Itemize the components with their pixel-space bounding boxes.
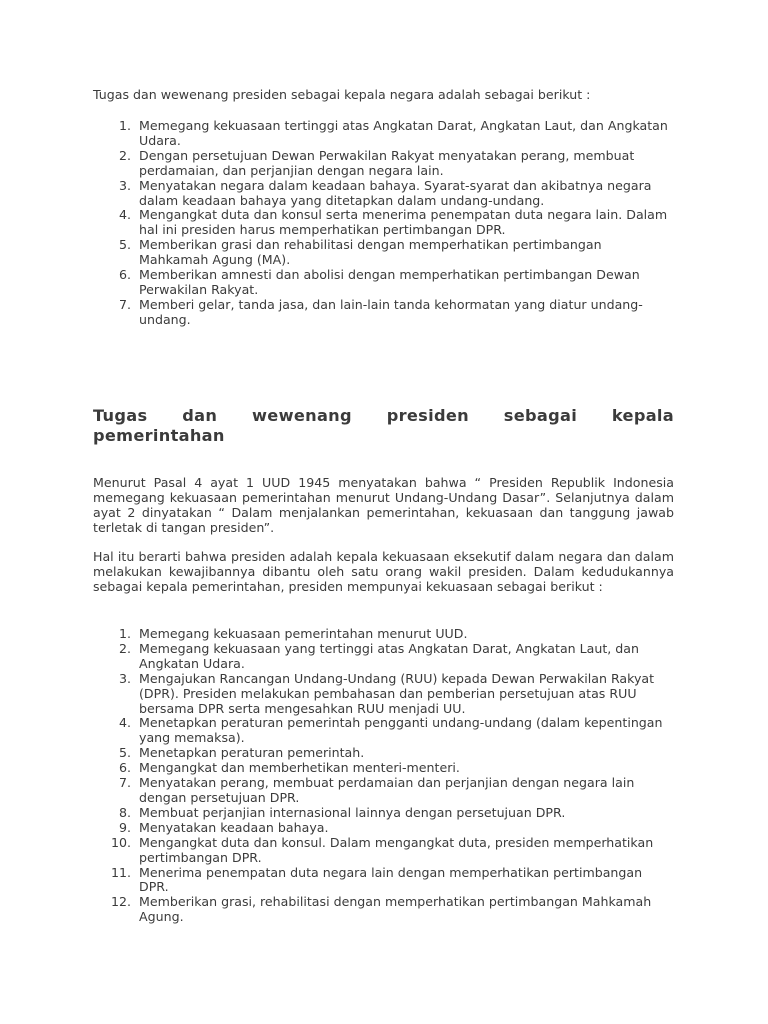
paragraph-pasal-4: Menurut Pasal 4 ayat 1 UUD 1945 menyatakan bahwa “ Presiden Republik Indonesia memegang kekuasaan pemerintahan menurut Undang-Undang Dasar”. Selanjutnya dalam ayat 2 dinyatakan “ Dalam menjalankan pemerintahan, kekuasaan dan tanggung jawab terletak di tangan presiden”. [93,475,674,535]
list-number: 5. [118,745,131,761]
section-heading-line2: pemerintahan [93,426,225,445]
list-number: 1. [118,626,131,641]
list-number: 3. [118,177,131,193]
list-item [93,776,674,806]
list-item [93,119,674,149]
list-item [93,642,674,672]
list-number: 2. [118,147,131,163]
list-item-text: Memberi gelar, tanda jasa, dan lain-lain tanda kehormatan yang diatur undang-undang. [139,296,643,327]
section-heading-line1: Tugas dan wewenang presiden sebagai kepala [93,406,674,425]
list-item [93,895,674,925]
list-number: 10. [110,834,131,850]
list-item [93,806,674,821]
list-item [93,179,674,209]
list-number: 8. [118,804,131,820]
list-item-text: Memegang kekuasaan yang tertinggi atas Angkatan Darat, Angkatan Laut, dan Angkatan Udara. [139,640,640,671]
list-number: 2. [118,640,131,656]
list-item [93,268,674,298]
list-number: 6. [118,760,131,776]
list-item-text: Mengangkat duta dan konsul serta menerima penempatan duta negara lain. Dalam hal ini presiden harus memperhatikan pertimbangan DPR. [139,207,668,238]
list-item-text: Dengan persetujuan Dewan Perwakilan Rakyat menyatakan perang, membuat perdamaian, dan perjanjian dengan negara lain. [139,147,635,178]
list-item-text: Menetapkan peraturan pemerintah. [139,745,365,761]
list-item-text: Menetapkan peraturan pemerintah pengganti undang-undang (dalam kepentingan yang memaksa). [139,715,663,746]
list-item [93,208,674,238]
list-number: 4. [118,207,131,223]
list-number: 6. [118,267,131,283]
list-item-text: Mengangkat duta dan konsul. Dalam mengangkat duta, presiden memperhatikan pertimbangan DPR. [139,834,654,865]
list-item [93,149,674,179]
head-of-government-powers-list [93,627,674,925]
list-item-text: Memberikan grasi, rehabilitasi dengan memperhatikan pertimbangan Mahkamah Agung. [139,894,652,925]
list-item [93,836,674,866]
list-item-text: Membuat perjanjian internasional lainnya dengan persetujuan DPR. [139,804,566,820]
list-item-text: Menyatakan perang, membuat perdamaian dan perjanjian dengan negara lain dengan persetujuan DPR. [139,775,635,805]
list-item-text: Menyatakan keadaan bahaya. [139,819,329,835]
list-item [93,298,674,328]
list-item [93,866,674,896]
list-item [93,238,674,268]
list-number: 11. [110,864,131,880]
list-item-text: Mengangkat dan memberhetikan menteri-menteri. [139,760,460,776]
list-number: 7. [118,775,131,791]
intro-text: Tugas dan wewenang presiden sebagai kepala negara adalah sebagai berikut : [93,87,591,102]
list-number: 3. [118,670,131,686]
head-of-state-duties-list [93,119,674,328]
list-item [93,627,674,642]
list-number: 5. [118,237,131,253]
list-item-text: Menyatakan negara dalam keadaan bahaya. Syarat-syarat dan akibatnya negara dalam keadaan bahaya yang ditetapkan dalam undang-undang. [139,177,652,208]
list-item [93,672,674,717]
section-heading [93,406,674,446]
list-item [93,716,674,746]
list-item-text: Memberikan amnesti dan abolisi dengan memperhatikan pertimbangan Dewan Perwakilan Rakyat. [139,267,640,297]
list-item-text: Memegang kekuasaan pemerintahan menurut UUD. [139,626,468,641]
list-item-text: Memberikan grasi dan rehabilitasi dengan memperhatikan pertimbangan Mahkamah Agung (MA). [139,237,602,268]
list-number: 12. [110,894,131,910]
list-item [93,761,674,776]
list-item [93,821,674,836]
list-item-text: Mengajukan Rancangan Undang-Undang (RUU) kepada Dewan Perwakilan Rakyat (DPR). Presiden melakukan pembahasan dan pemberian persetujuan atas RUU bersama DPR serta mengesahkan RUU menjadi UU. [139,670,655,716]
list-number: 9. [118,819,131,835]
paragraph-executive: Hal itu berarti bahwa presiden adalah kepala kekuasaan eksekutif dalam negara dan dalam melakukan kewajibannya dibantu oleh satu orang wakil presiden. Dalam kedudukannya sebagai kepala pemerintahan, presiden mempunyai kekuasaan sebagai berikut : [93,549,674,594]
list-item-text: Menerima penempatan duta negara lain dengan memperhatikan pertimbangan DPR. [139,864,643,895]
list-item [93,746,674,761]
list-number: 7. [118,296,131,312]
list-item-text: Memegang kekuasaan tertinggi atas Angkatan Darat, Angkatan Laut, dan Angkatan Udara. [139,118,668,148]
list-number: 1. [118,118,131,133]
list-number: 4. [118,715,131,731]
